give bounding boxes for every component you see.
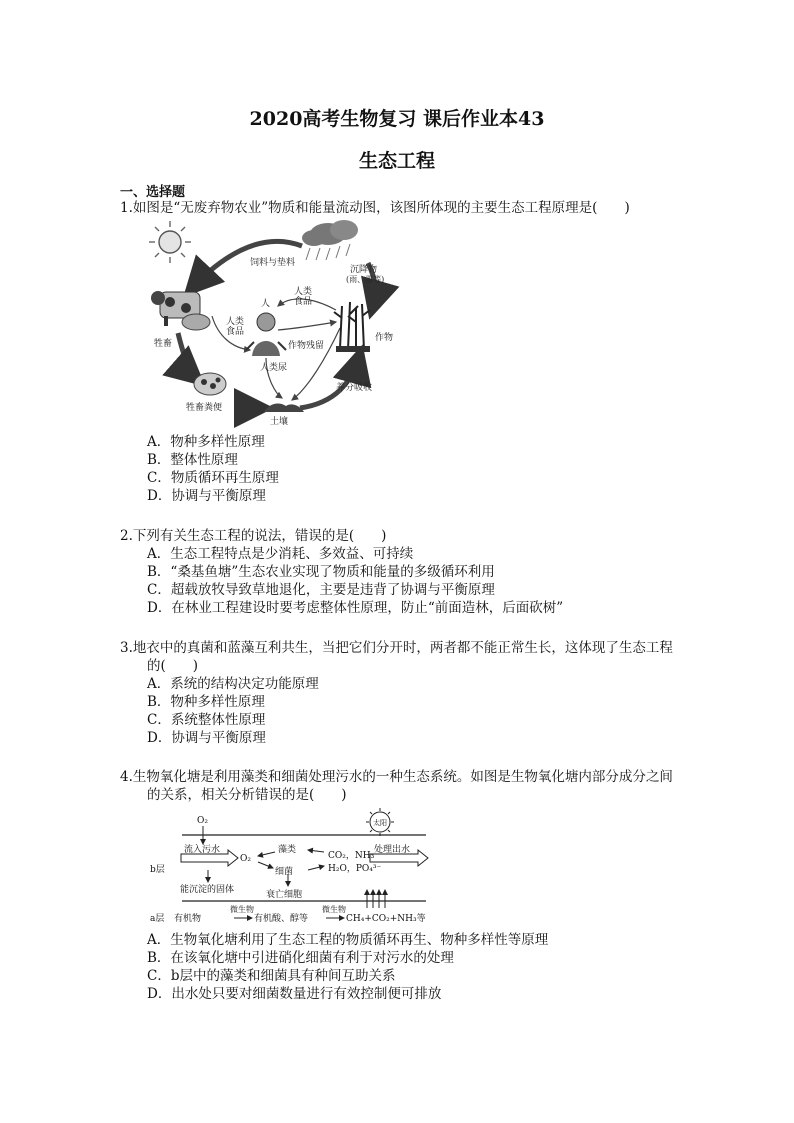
nutrient-cycle-diagram <box>140 218 420 428</box>
q4-option-d: D．出水处只要对细菌数量进行有效控制便可排放 <box>147 986 442 1002</box>
question-4-stem-line2: 的关系，相关分析错误的是( ) <box>147 787 347 803</box>
label-bacteria: 细菌 <box>275 867 294 877</box>
label-h2o-po4: H₂O，PO₄³⁻ <box>328 864 382 874</box>
question-4-stem-line1: 4.生物氧化塘是利用藻类和细菌处理污水的一种生态系统。如图是生物氧化塘内部分成分之间 <box>120 769 673 785</box>
label-microbe-1: 微生物 <box>230 905 254 914</box>
q4-option-c: C．b层中的藻类和细菌具有种间互助关系 <box>147 968 396 984</box>
label-sun: 太阳 <box>373 819 387 827</box>
q1-option-b: B．整体性原理 <box>147 452 238 468</box>
label-algae: 藻类 <box>278 845 297 855</box>
question-1-stem: 1.如图是“无废弃物农业”物质和能量流动图，该图所体现的主要生态工程原理是( ) <box>120 200 630 216</box>
rain-cloud-icon <box>302 220 358 260</box>
label-nutrient-absorption: 养分吸收 <box>336 383 373 393</box>
q2-option-b: B．“桑基鱼塘”生态农业实现了物质和能量的多级循环利用 <box>147 564 495 580</box>
label-crop: 作物 <box>375 333 394 343</box>
label-b-layer: b层 <box>150 865 165 875</box>
label-outflow: 处理出水 <box>374 845 411 855</box>
label-precipitation-note: (雨、雪等) <box>346 275 385 284</box>
label-dead-cells: 衰亡细胞 <box>266 890 303 900</box>
label-food-b2: 食品 <box>226 327 245 337</box>
label-manure: 牲畜粪便 <box>186 403 223 413</box>
label-gases: CH₄+CO₂+NH₃等 <box>346 914 426 924</box>
question-3-stem-line1: 3.地衣中的真菌和蓝藻互利共生，当把它们分开时，两者都不能正常生长，这体现了生态工程 <box>120 640 673 656</box>
label-solids: 能沉淀的固体 <box>180 885 235 895</box>
sun-icon <box>149 221 191 263</box>
label-urine: 人类尿 <box>260 363 288 373</box>
crop-icon <box>334 302 370 352</box>
label-o2-mid: O₂ <box>240 854 251 864</box>
q4-option-a: A．生物氧化塘利用了生态工程的物质循环再生、物种多样性等原理 <box>147 932 549 948</box>
q1-option-d: D．协调与平衡原理 <box>147 488 266 504</box>
label-microbe-2: 微生物 <box>322 905 346 914</box>
q3-option-c: C．系统整体性原理 <box>147 712 266 728</box>
q3-option-a: A．系统的结构决定功能原理 <box>147 676 319 692</box>
label-acids: 有机酸、醇等 <box>254 914 309 924</box>
label-a-layer: a层 <box>150 914 165 924</box>
question-2-stem: 2.下列有关生态工程的说法，错误的是( ) <box>120 528 387 544</box>
livestock-icon <box>151 291 210 330</box>
q4-option-b: B．在该氧化塘中引进硝化细菌有利于对污水的处理 <box>147 950 454 966</box>
document-title: 2020高考生物复习 课后作业本43 <box>249 108 545 130</box>
q1-option-c: C．物质循环再生原理 <box>147 470 279 486</box>
q3-option-d: D．协调与平衡原理 <box>147 730 266 746</box>
q2-option-c: C．超载放牧导致草地退化，主要是违背了协调与平衡原理 <box>147 582 495 598</box>
label-o2-top: O₂ <box>197 816 208 826</box>
label-crop-residue: 作物残留 <box>288 341 325 351</box>
label-livestock: 牲畜 <box>154 339 173 349</box>
q1-option-a: A．物种多样性原理 <box>147 434 265 450</box>
label-food-a2: 食品 <box>294 297 313 307</box>
label-precipitation: 沉降物 <box>350 265 378 275</box>
question-3-stem-line2: 的( ) <box>147 658 199 674</box>
label-inflow: 流入污水 <box>184 845 221 855</box>
label-food-a1: 人类 <box>294 287 313 297</box>
person-icon <box>246 313 286 356</box>
q2-option-a: A．生态工程特点是少消耗、多效益、可持续 <box>147 546 414 562</box>
label-soil: 土壤 <box>270 417 289 427</box>
label-feed: 饲料与垫料 <box>250 258 296 268</box>
label-food-b1: 人类 <box>226 317 245 327</box>
label-human: 人 <box>261 299 271 309</box>
label-co2-nh3: CO₂，NH₃ <box>328 851 375 861</box>
label-organic: 有机物 <box>174 914 202 924</box>
soil-icon <box>264 404 304 412</box>
oxidation-pond-diagram <box>148 808 438 932</box>
manure-icon <box>194 373 226 395</box>
document-subtitle: 生态工程 <box>358 150 435 172</box>
q3-option-b: B．物种多样性原理 <box>147 694 265 710</box>
q2-option-d: D．在林业工程建设时要考虑整体性原理，防止“前面造林，后面砍树” <box>147 600 564 616</box>
section-heading: 一、选择题 <box>120 185 186 200</box>
